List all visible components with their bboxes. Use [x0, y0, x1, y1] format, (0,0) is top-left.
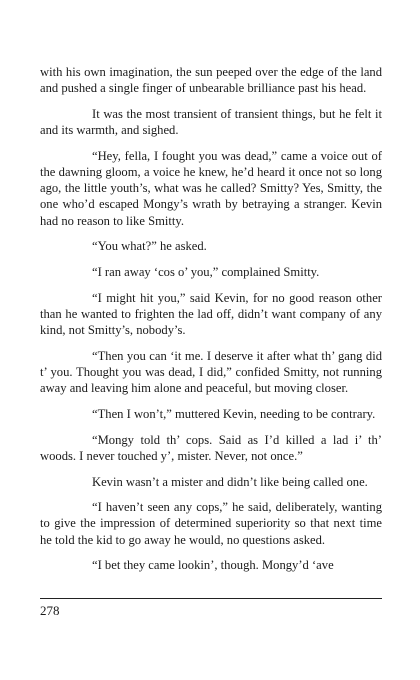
paragraph-8: “Then I won’t,” muttered Kevin, needing to be contrary.: [92, 406, 376, 421]
paragraph-6: “I might hit you,” said Kevin, for no good reason other than he wanted to frighten the lad off, didn’t want company of any kind, not Smitty’s, nobody’s.: [40, 290, 382, 338]
paragraph-12: “I bet they came lookin’, though. Mongy’d ‘ave: [92, 558, 334, 573]
paragraph-3: “Hey, fella, I fought you was dead,” came a voice out of the dawning gloom, a voice he knew, he’d heard it once not so long ago, the little youth’s, what was he called? Smitty? Yes, Smitty, the one who’d escaped Mongy’s wrath by betraying a stranger. Kevin had no reason to like Smitty.: [40, 148, 382, 228]
page-number: 278: [40, 603, 60, 618]
paragraph-10: Kevin wasn’t a mister and didn’t like being called one.: [92, 474, 368, 489]
paragraph-9: “Mongy told th’ cops. Said as I’d killed a lad i’ th’ woods. I never touched y’, mister. Never, not once.”: [40, 432, 382, 463]
paragraph-4: “You what?” he asked.: [92, 239, 207, 254]
footer-rule: [40, 598, 382, 599]
paragraph-2: It was the most transient of transient things, but he felt it and its warmth, and sighed.: [40, 106, 382, 138]
paragraph-7: “Then you can ‘it me. I deserve it after what th’ gang did t’ you. Thought you was dead, I did,” confided Smitty, not running away and leaving him alone and peaceful, but moving closer.: [40, 348, 382, 396]
paragraph-5: “I ran away ‘cos o’ you,” complained Smitty.: [92, 265, 320, 280]
paragraph-1: with his own imagination, the sun peeped over the edge of the land and pushed a single finger of unbearable brilliance past his head.: [40, 65, 382, 96]
paragraph-11: “I haven’t seen any cops,” he said, deliberately, wanting to give the impression of determined superiority so that next time he told the kid to go away he would, no questions asked.: [40, 500, 382, 547]
page-body: [40, 64, 382, 583]
